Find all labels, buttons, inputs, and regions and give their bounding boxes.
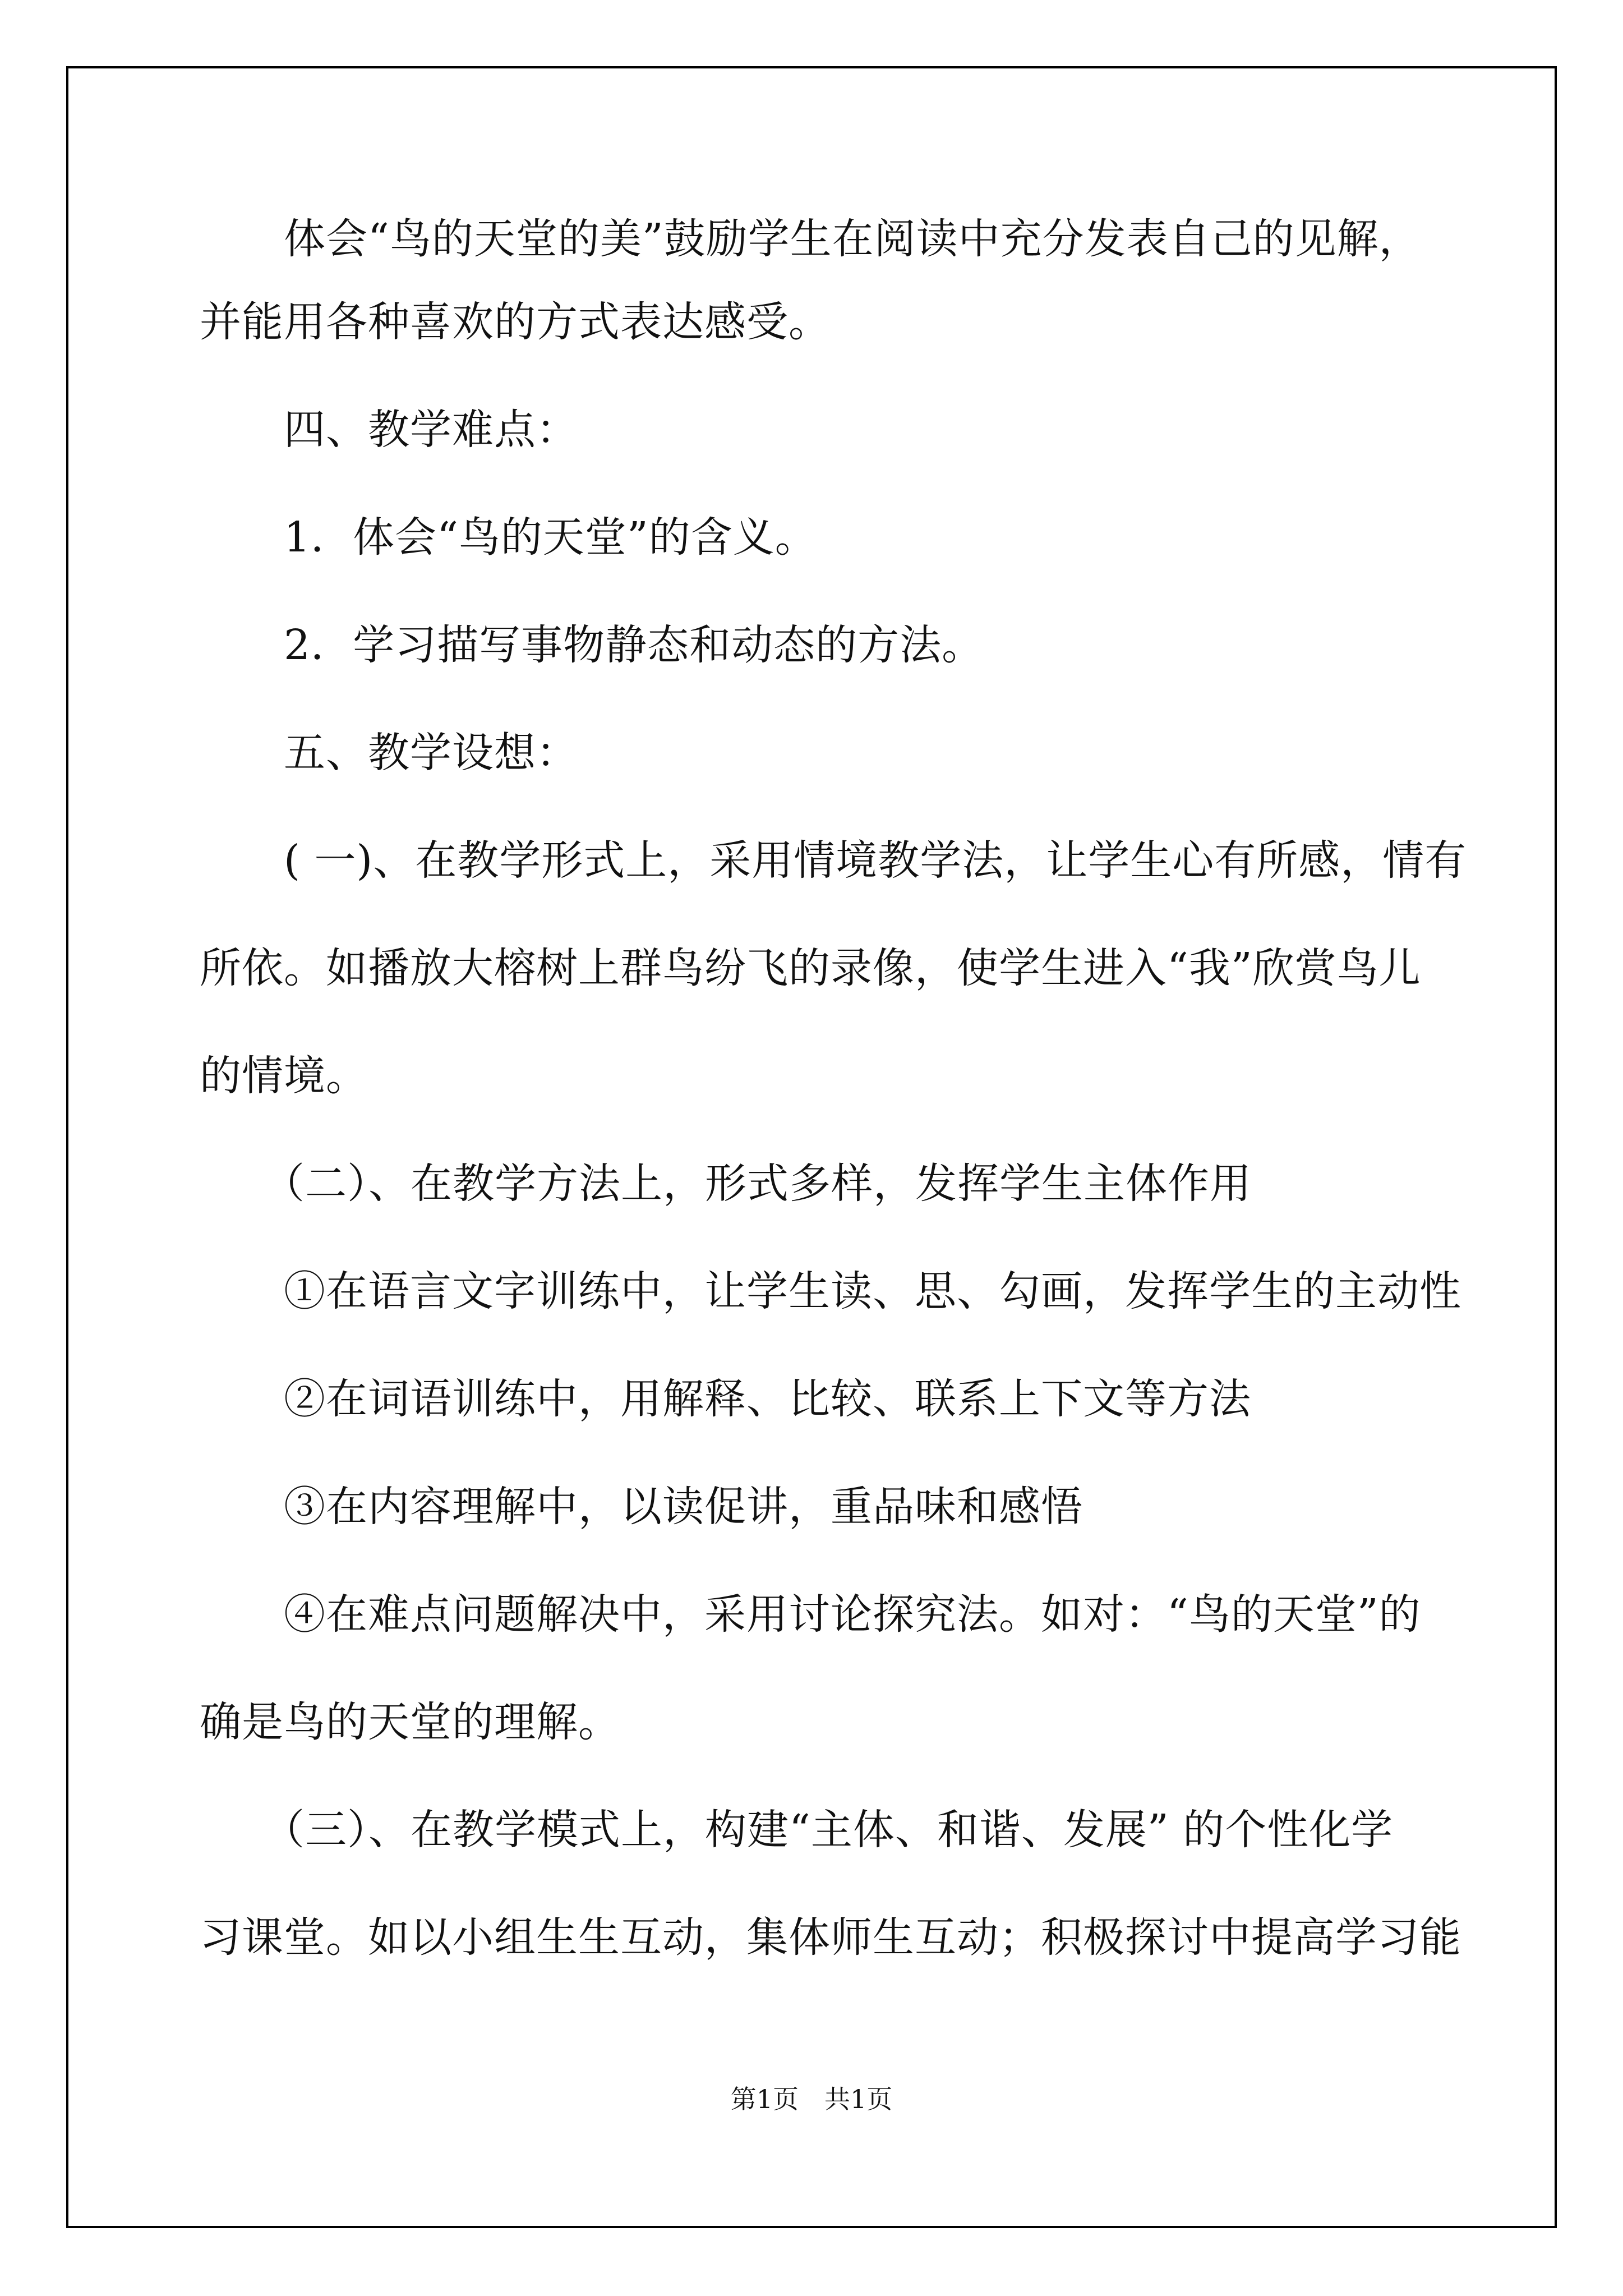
text-line-17: 习课堂。如以小组生生互动，集体师生互动；积极探讨中提高学习能 <box>200 1913 1461 1962</box>
text-line-16: （三）、在教学模式上，构建“主体、和谐、发展” 的个性化学 <box>200 1806 1394 1854</box>
text-line-11: ①在语言文字训练中，让学生读、思、勾画，发挥学生的主动性 <box>200 1267 1461 1315</box>
text-line-1: 体会“鸟的天堂的美”鼓励学生在阅读中充分发表自己的见解， <box>200 215 1421 263</box>
text-line-2: 并能用各种喜欢的方式表达感受。 <box>200 298 831 346</box>
text-line-13: ③在内容理解中，以读促讲，重品味和感悟 <box>200 1483 1083 1531</box>
text-line-3: 四、教学难点： <box>200 406 578 454</box>
text-line-6: 五、教学设想： <box>200 729 578 777</box>
text-line-15: 确是鸟的天堂的理解。 <box>200 1698 620 1746</box>
text-line-14: ④在难点问题解决中，采用讨论探究法。如对：“鸟的天堂”的 <box>200 1590 1421 1639</box>
text-line-10: （二）、在教学方法上，形式多样，发挥学生主体作用 <box>200 1159 1252 1208</box>
text-line-5: 2．学习描写事物静态和动态的方法。 <box>200 621 984 669</box>
text-line-4: 1．体会“鸟的天堂”的含义。 <box>200 513 817 562</box>
text-line-7: ( 一)、在教学形式上，采用情境教学法，让学生心有所感，情有 <box>200 836 1467 885</box>
text-line-12: ②在词语训练中，用解释、比较、联系上下文等方法 <box>200 1375 1251 1423</box>
page-border <box>66 66 1557 2228</box>
text-line-9: 的情境。 <box>200 1052 368 1100</box>
page-footer: 第1页 共1页 <box>730 2084 893 2114</box>
text-line-8: 所依。如播放大榕树上群鸟纷飞的录像，使学生进入“我”欣赏鸟儿 <box>200 944 1421 992</box>
